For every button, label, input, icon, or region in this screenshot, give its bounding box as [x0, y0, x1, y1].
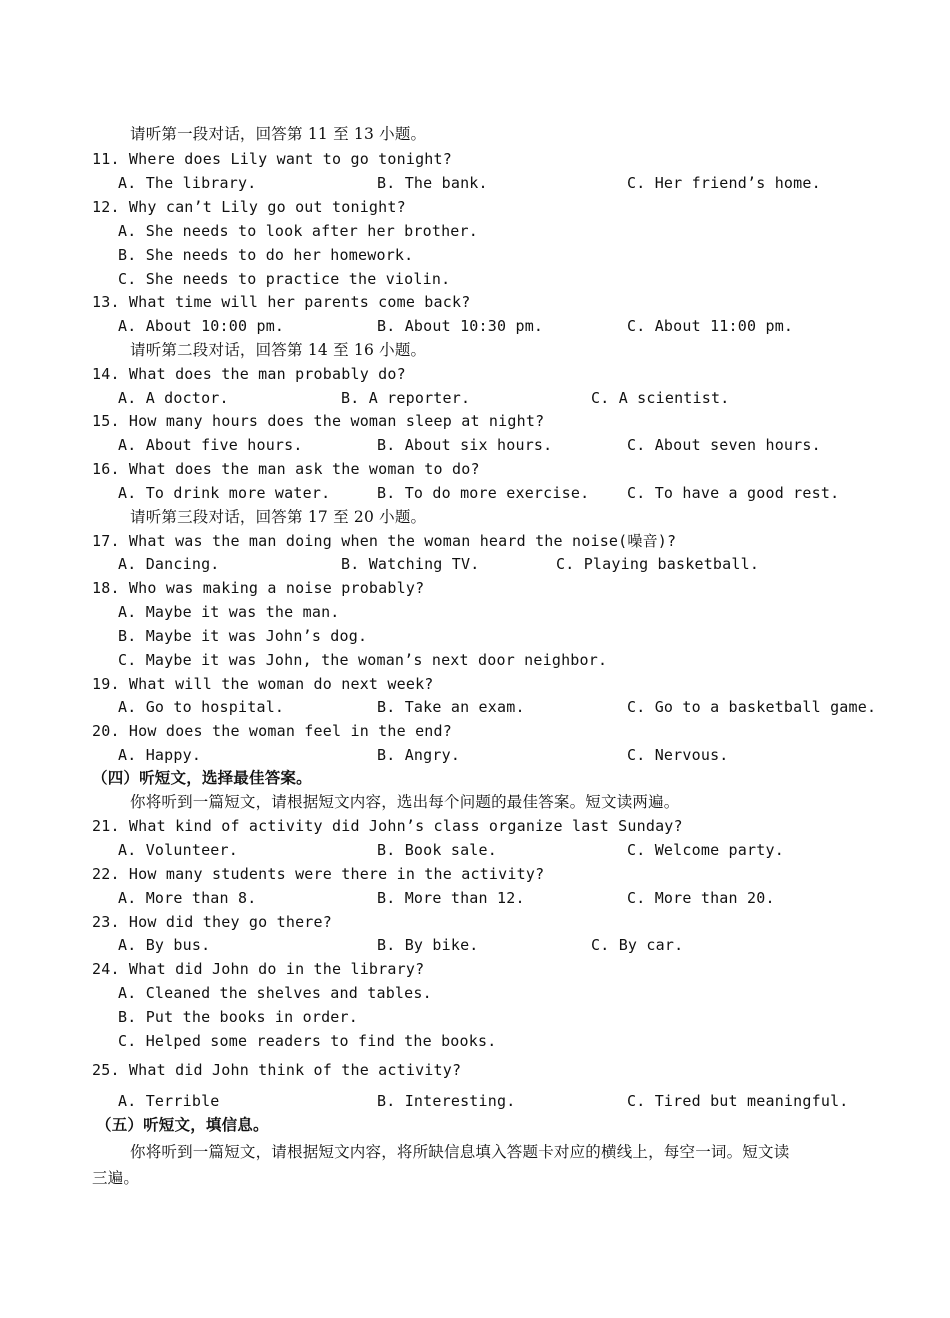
question-24: 24. What did John do in the library?	[92, 960, 425, 978]
q18-option-b: B. Maybe it was John’s dog.	[118, 627, 368, 645]
part1-intro: 请听第一段对话，回答第 11 至 13 小题。	[130, 125, 427, 143]
section5-instructions-line1: 你将听到一篇短文，请根据短文内容，将所缺信息填入答题卡对应的横线上，每空一词。短文读	[130, 1143, 790, 1161]
q11-option-a: A. The library.	[118, 174, 257, 192]
q17-option-a: A. Dancing.	[118, 555, 220, 573]
section4-title: （四）听短文，选择最佳答案。	[92, 769, 312, 787]
q23-option-c: C. By car.	[591, 936, 684, 954]
q12-option-b: B. She needs to do her homework.	[118, 246, 414, 264]
q13-option-c: C. About 11:00 pm.	[627, 317, 794, 335]
question-15: 15. How many hours does the woman sleep at night?	[92, 412, 545, 430]
q21-option-b: B. Book sale.	[377, 841, 497, 859]
q18-option-c: C. Maybe it was John, the woman’s next door neighbor.	[118, 651, 608, 669]
q14-option-b: B. A reporter.	[341, 389, 471, 407]
q23-option-a: A. By bus.	[118, 936, 211, 954]
part2-intro: 请听第二段对话，回答第 14 至 16 小题。	[130, 341, 427, 359]
q14-option-a: A. A doctor.	[118, 389, 229, 407]
question-14: 14. What does the man probably do?	[92, 365, 406, 383]
section5-title: （五）听短文，填信息。	[96, 1116, 269, 1134]
q20-option-a: A. Happy.	[118, 746, 202, 764]
q21-option-a: A. Volunteer.	[118, 841, 238, 859]
q15-option-b: B. About six hours.	[377, 436, 553, 454]
q16-option-b: B. To do more exercise.	[377, 484, 590, 502]
q13-option-a: A. About 10:00 pm.	[118, 317, 285, 335]
q15-option-c: C. About seven hours.	[627, 436, 821, 454]
q19-option-a: A. Go to hospital.	[118, 698, 285, 716]
q12-option-c: C. She needs to practice the violin.	[118, 270, 451, 288]
q17-option-b: B. Watching TV.	[341, 555, 480, 573]
q25-option-a: A. Terrible	[118, 1092, 220, 1110]
q24-option-c: C. Helped some readers to find the books.	[118, 1032, 497, 1050]
q22-option-a: A. More than 8.	[118, 889, 257, 907]
q20-option-b: B. Angry.	[377, 746, 461, 764]
q17-option-c: C. Playing basketball.	[556, 555, 760, 573]
q25-option-c: C. Tired but meaningful.	[627, 1092, 849, 1110]
q23-option-b: B. By bike.	[377, 936, 479, 954]
question-17: 17. What was the man doing when the woman heard the noise(噪音)?	[92, 532, 677, 550]
question-25: 25. What did John think of the activity?	[92, 1061, 462, 1079]
q24-option-b: B. Put the books in order.	[118, 1008, 358, 1026]
question-22: 22. How many students were there in the activity?	[92, 865, 545, 883]
q14-option-c: C. A scientist.	[591, 389, 730, 407]
q11-option-c: C. Her friend’s home.	[627, 174, 821, 192]
question-18: 18. Who was making a noise probably?	[92, 579, 425, 597]
section5-instructions-line2: 三遍。	[92, 1169, 140, 1187]
part3-intro: 请听第三段对话，回答第 17 至 20 小题。	[130, 508, 427, 526]
q24-option-a: A. Cleaned the shelves and tables.	[118, 984, 432, 1002]
q22-option-b: B. More than 12.	[377, 889, 525, 907]
question-12: 12. Why can’t Lily go out tonight?	[92, 198, 406, 216]
q12-option-a: A. She needs to look after her brother.	[118, 222, 478, 240]
q21-option-c: C. Welcome party.	[627, 841, 784, 859]
question-19: 19. What will the woman do next week?	[92, 675, 434, 693]
q22-option-c: C. More than 20.	[627, 889, 775, 907]
q18-option-a: A. Maybe it was the man.	[118, 603, 340, 621]
q16-option-c: C. To have a good rest.	[627, 484, 840, 502]
question-11: 11. Where does Lily want to go tonight?	[92, 150, 452, 168]
question-16: 16. What does the man ask the woman to do?	[92, 460, 480, 478]
q16-option-a: A. To drink more water.	[118, 484, 331, 502]
q15-option-a: A. About five hours.	[118, 436, 303, 454]
q13-option-b: B. About 10:30 pm.	[377, 317, 544, 335]
question-20: 20. How does the woman feel in the end?	[92, 722, 452, 740]
question-21: 21. What kind of activity did John’s class organize last Sunday?	[92, 817, 683, 835]
q25-option-b: B. Interesting.	[377, 1092, 516, 1110]
question-13: 13. What time will her parents come back?	[92, 293, 471, 311]
q19-option-c: C. Go to a basketball game.	[627, 698, 877, 716]
q11-option-b: B. The bank.	[377, 174, 488, 192]
section4-instructions: 你将听到一篇短文，请根据短文内容，选出每个问题的最佳答案。短文读两遍。	[130, 793, 680, 811]
question-23: 23. How did they go there?	[92, 913, 332, 931]
q20-option-c: C. Nervous.	[627, 746, 729, 764]
q19-option-b: B. Take an exam.	[377, 698, 525, 716]
